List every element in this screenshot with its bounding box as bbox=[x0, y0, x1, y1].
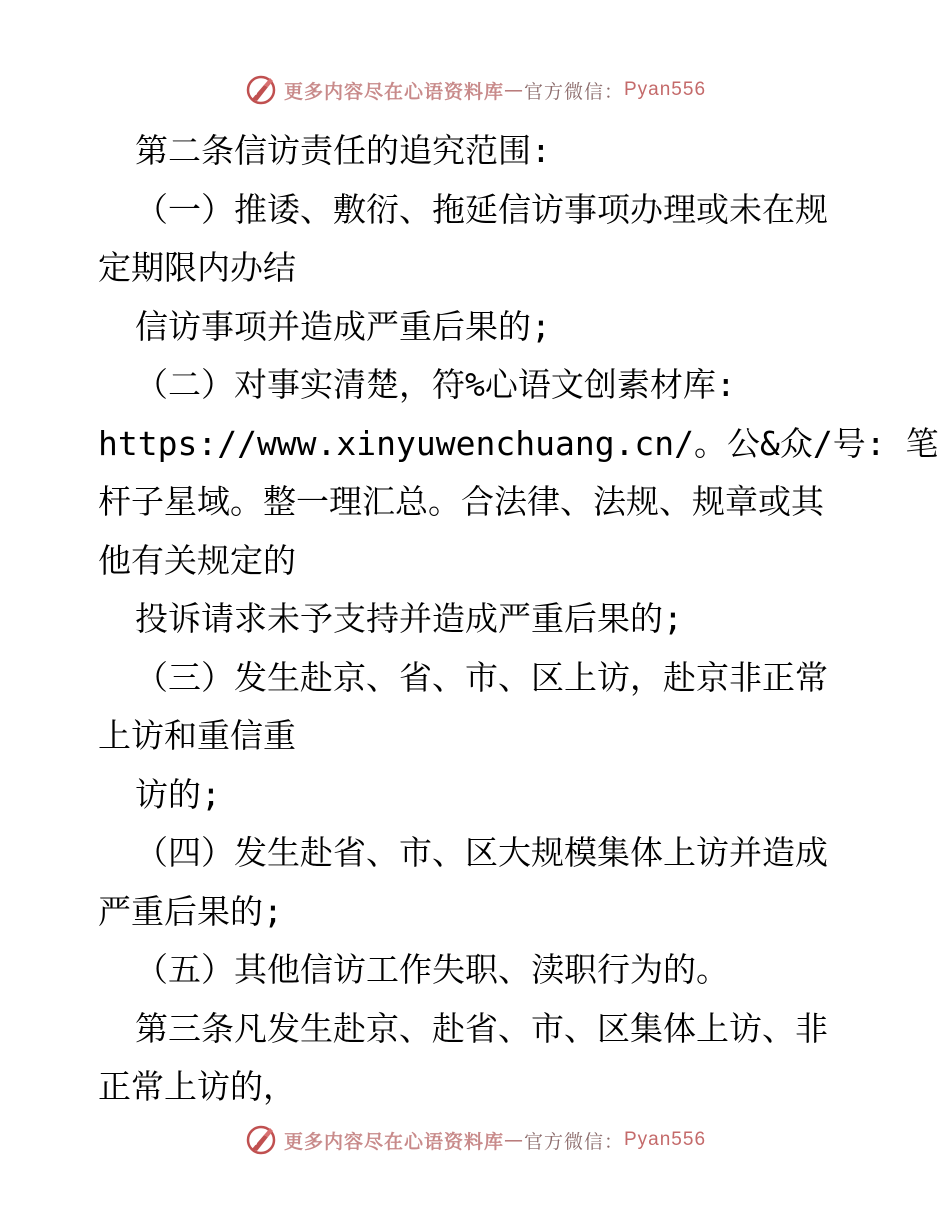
text-line: （四）发生赴省、市、区大规模集体上访并造成 bbox=[135, 833, 828, 872]
footer-banner bbox=[0, 1120, 950, 1160]
text-line: 第二条信访责任的追究范围: bbox=[135, 131, 551, 170]
text-line: 投诉请求未予支持并造成严重后果的; bbox=[135, 599, 683, 638]
document-body bbox=[98, 122, 939, 1117]
text-line: 第三条凡发生赴京、赴省、市、区集体上访、非 bbox=[135, 1008, 828, 1048]
pen-nib-logo-icon bbox=[244, 73, 278, 107]
banner-wechat-label: 官方微信： bbox=[523, 1130, 624, 1153]
banner-wechat-label: 官方微信： bbox=[523, 80, 624, 103]
pen-nib-logo-icon bbox=[244, 1123, 278, 1157]
text-line: （三）发生赴京、省、市、区上访，赴京非正常 bbox=[135, 657, 828, 697]
text-line: 定期限内办结 bbox=[98, 248, 296, 287]
banner-wechat-id: Pyan556 bbox=[624, 1129, 707, 1150]
text-line: https://www.xinyuwenchuang.cn/。公&众/号: 笔 bbox=[98, 423, 939, 463]
text-line: （五）其他信访工作失职、渎职行为的。 bbox=[135, 950, 729, 989]
text-line: 上访和重信重 bbox=[98, 716, 296, 755]
text-line: （二）对事实清楚，符%心语文创素材库: bbox=[135, 365, 736, 404]
banner-site-text: 更多内容尽在心语资料库 bbox=[283, 1130, 504, 1153]
header-banner bbox=[0, 70, 950, 110]
text-line: 访的; bbox=[135, 774, 221, 814]
text-line: 严重后果的; bbox=[98, 891, 283, 931]
banner-site-text: 更多内容尽在心语资料库 bbox=[283, 80, 504, 103]
text-line: 信访事项并造成严重后果的; bbox=[135, 306, 551, 346]
banner-wechat-id: Pyan556 bbox=[624, 79, 707, 100]
text-line: 杆子星域。整一理汇总。合法律、法规、规章或其 bbox=[98, 482, 824, 521]
text-line: 他有关规定的 bbox=[98, 540, 296, 580]
text-line: （一）推诿、敷衍、拖延信访事项办理或未在规 bbox=[135, 189, 828, 229]
banner-dash: — bbox=[503, 1129, 524, 1151]
banner-dash: — bbox=[503, 79, 524, 101]
text-line: 正常上访的， bbox=[98, 1067, 296, 1106]
